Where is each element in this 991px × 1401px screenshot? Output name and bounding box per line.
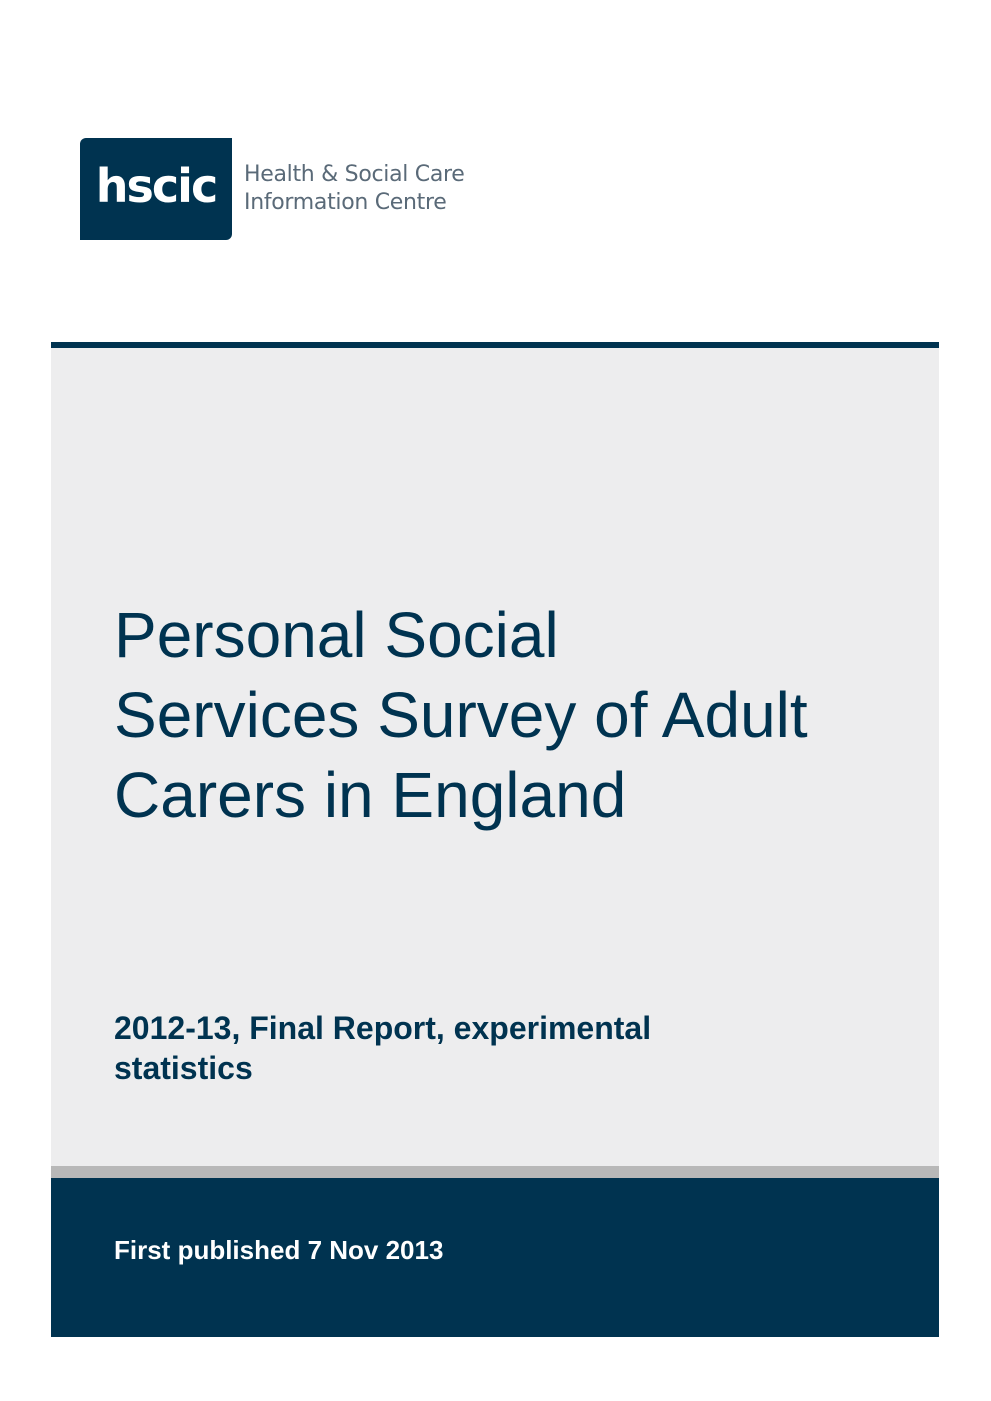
report-title: Personal Social Services Survey of Adult Carers in England <box>114 599 808 831</box>
hscic-logo <box>80 138 465 240</box>
title-panel <box>51 342 939 1169</box>
publication-date: First published 7 Nov 2013 <box>114 1235 444 1265</box>
panel-divider <box>51 1166 939 1178</box>
logo-name-line2: Information Centre <box>244 190 447 215</box>
report-subtitle: 2012-13, Final Report, experimental statistics <box>114 1010 652 1086</box>
logo-org-name <box>244 161 465 217</box>
publication-footer <box>51 1178 939 1337</box>
logo-mark: hscic <box>80 138 232 240</box>
logo-name-line1: Health & Social Care <box>244 162 465 187</box>
